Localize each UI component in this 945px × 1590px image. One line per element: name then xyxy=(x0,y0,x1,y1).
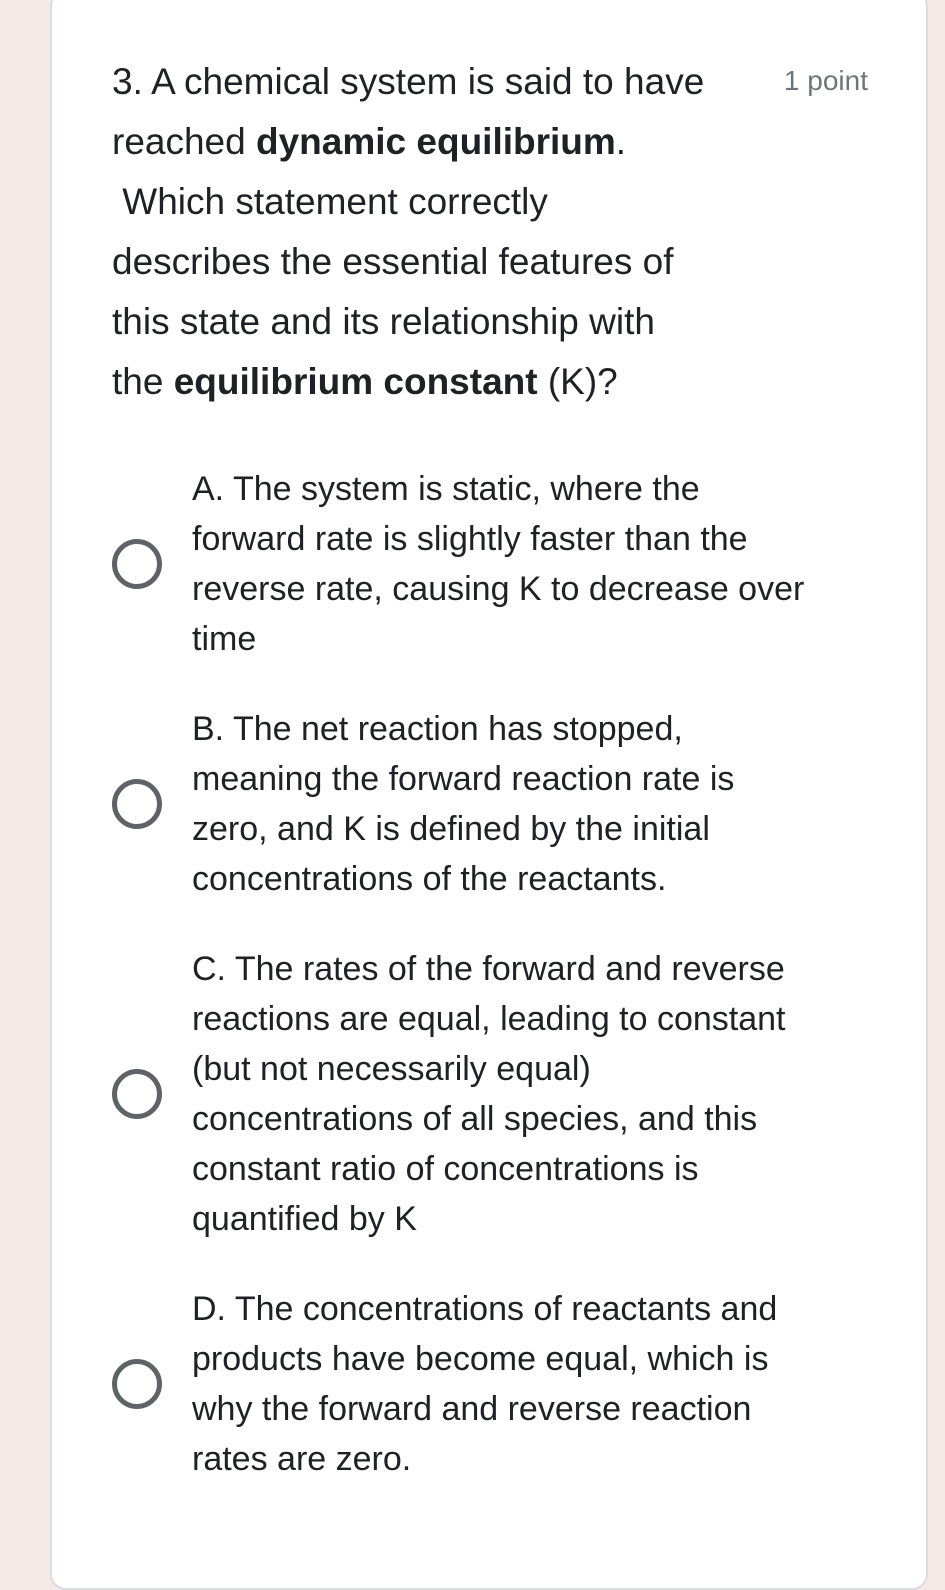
question-line xyxy=(112,352,868,412)
option-line: quantified by K xyxy=(192,1200,417,1238)
points-label: 1 point xyxy=(783,65,868,96)
option-row-c[interactable] xyxy=(112,944,868,1244)
option-line: meaning the forward reaction rate is xyxy=(192,760,735,798)
option-row-b[interactable] xyxy=(112,704,868,904)
question-text-segment: reached xyxy=(112,121,256,162)
option-label-c xyxy=(192,944,786,1244)
option-line: products have become equal, which is xyxy=(192,1340,769,1378)
question-line xyxy=(112,232,868,292)
question-text-segment: this state and its relationship with xyxy=(112,301,655,342)
radio-button-c[interactable] xyxy=(112,1069,162,1119)
question-text-segment: describes the essential features of xyxy=(112,241,674,282)
option-row-a[interactable] xyxy=(112,464,868,664)
option-line: concentrations of all species, and this xyxy=(192,1100,758,1138)
option-line: forward rate is slightly faster than the xyxy=(192,520,748,558)
option-label-d xyxy=(192,1284,777,1484)
radio-button-d[interactable] xyxy=(112,1359,162,1409)
option-line: reverse rate, causing K to decrease over xyxy=(192,570,805,608)
option-line: zero, and K is defined by the initial xyxy=(192,810,710,848)
question-text-bold-segment: dynamic equilibrium xyxy=(256,121,616,162)
option-line: D. The concentrations of reactants and xyxy=(192,1290,778,1328)
option-line: why the forward and reverse reaction xyxy=(192,1390,752,1428)
question-line xyxy=(112,172,868,232)
option-label-b xyxy=(192,704,734,904)
question-text-segment: Which statement correctly xyxy=(112,181,548,222)
option-line: reactions are equal, leading to constant xyxy=(192,1000,786,1038)
option-row-d[interactable] xyxy=(112,1284,868,1484)
option-line: rates are zero. xyxy=(192,1440,412,1478)
question-block xyxy=(112,52,868,412)
option-line: C. The rates of the forward and reverse xyxy=(192,950,785,988)
option-line: constant ratio of concentrations is xyxy=(192,1150,699,1188)
radio-button-b[interactable] xyxy=(112,779,162,829)
option-line: concentrations of the reactants. xyxy=(192,860,667,898)
question-text-segment: . xyxy=(615,121,627,162)
question-text-bold-segment: equilibrium constant xyxy=(173,361,538,402)
option-line: A. The system is static, where the xyxy=(192,470,700,508)
question-line xyxy=(112,112,868,172)
question-text-segment: 3. A chemical system is said to have xyxy=(112,61,705,102)
options-list xyxy=(112,464,868,1484)
question-line xyxy=(112,52,868,112)
radio-button-a[interactable] xyxy=(112,539,162,589)
option-label-a xyxy=(192,464,804,664)
question-text-segment: (K)? xyxy=(537,361,618,402)
question-card xyxy=(50,0,928,1590)
option-line: (but not necessarily equal) xyxy=(192,1050,591,1088)
question-title xyxy=(112,52,868,412)
option-line: B. The net reaction has stopped, xyxy=(192,710,683,748)
option-line: time xyxy=(192,620,257,658)
question-line xyxy=(112,292,868,352)
question-text-segment: the xyxy=(112,361,174,402)
